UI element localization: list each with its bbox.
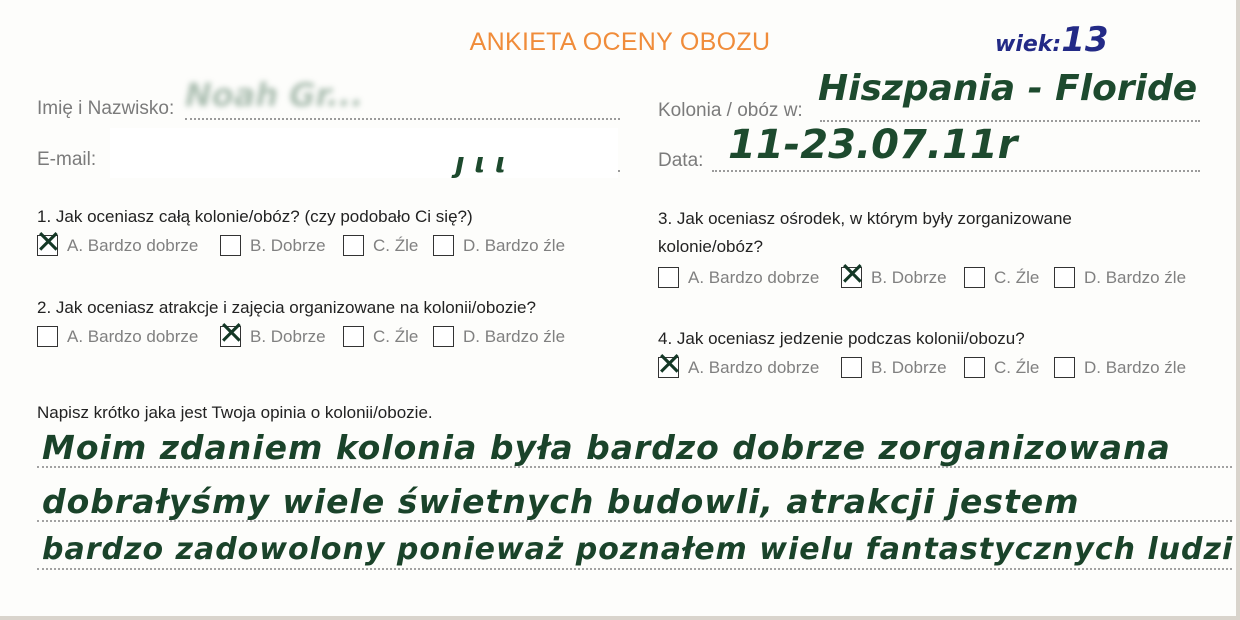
q4-option-b[interactable]: B. Dobrze: [841, 357, 947, 378]
name-line: [185, 118, 620, 120]
checkbox-checked[interactable]: [841, 267, 862, 288]
checkbox[interactable]: [220, 235, 241, 256]
date-value: 11-23.07.11r: [728, 122, 1018, 168]
age-value: 13: [1061, 20, 1109, 60]
age-label: wiek:: [995, 32, 1062, 57]
checkbox[interactable]: [964, 357, 985, 378]
checkbox[interactable]: [964, 267, 985, 288]
q1-option-c[interactable]: C. Źle: [343, 235, 418, 256]
q1-option-b[interactable]: B. Dobrze: [220, 235, 326, 256]
q4-option-c[interactable]: C. Źle: [964, 357, 1039, 378]
q3-option-b[interactable]: ✕ B. Dobrze: [841, 267, 947, 288]
checkbox[interactable]: [433, 235, 454, 256]
checkbox[interactable]: [343, 235, 364, 256]
q2-option-d[interactable]: D. Bardzo źle: [433, 326, 565, 347]
q1-option-d[interactable]: D. Bardzo źle: [433, 235, 565, 256]
email-label: E-mail:: [37, 149, 97, 170]
camp-label: Kolonia / obóz w:: [658, 100, 803, 121]
q3-option-d[interactable]: D. Bardzo źle: [1054, 267, 1186, 288]
opinion-line-3: [37, 568, 1232, 570]
q2-option-b[interactable]: ✕ B. Dobrze: [220, 326, 326, 347]
date-line: [712, 170, 1200, 172]
q2-option-c[interactable]: C. Źle: [343, 326, 418, 347]
checkbox[interactable]: [433, 326, 454, 347]
age-handwritten: [995, 20, 1109, 60]
opinion-text-line-3: bardzo zadowolony ponieważ poznałem wielu fantastycznych ludzi: [42, 532, 1234, 567]
question-3-line-2: kolonie/obóz?: [658, 237, 763, 256]
q4-option-a[interactable]: ✕ A. Bardzo dobrze: [658, 357, 819, 378]
date-label: Data:: [658, 150, 704, 171]
opinion-text-line-2: dobrałyśmy wiele świetnych budowli, atrakcji jestem: [42, 482, 1080, 521]
email-ink-remnant: ȷ ι ι: [455, 146, 506, 179]
opinion-text-line-1: Moim zdaniem kolonia była bardzo dobrze zorganizowana: [42, 428, 1171, 467]
question-2: 2. Jak oceniasz atrakcje i zajęcia organizowane na kolonii/obozie?: [37, 298, 536, 317]
checkbox[interactable]: [343, 326, 364, 347]
checkbox-checked[interactable]: [37, 235, 58, 256]
checkbox[interactable]: [841, 357, 862, 378]
checkbox[interactable]: [658, 267, 679, 288]
checkbox-checked[interactable]: [220, 326, 241, 347]
form-title: ANKIETA OCENY OBOZU: [469, 28, 771, 56]
q3-option-a[interactable]: A. Bardzo dobrze: [658, 267, 819, 288]
question-1: 1. Jak oceniasz całą kolonie/obóz? (czy podobało Ci się?): [37, 207, 473, 226]
q1-option-a[interactable]: ✕ A. Bardzo dobrze: [37, 235, 198, 256]
q2-option-a[interactable]: A. Bardzo dobrze: [37, 326, 198, 347]
checkbox-checked[interactable]: [658, 357, 679, 378]
checkbox[interactable]: [1054, 267, 1075, 288]
camp-value: Hiszpania - Floride: [818, 68, 1198, 109]
q3-option-c[interactable]: C. Źle: [964, 267, 1039, 288]
question-4: 4. Jak oceniasz jedzenie podczas kolonii/obozu?: [658, 329, 1025, 348]
checkbox[interactable]: [1054, 357, 1075, 378]
email-redaction: [110, 128, 618, 178]
checkbox[interactable]: [37, 326, 58, 347]
question-3-line-1: 3. Jak oceniasz ośrodek, w którym były zorganizowane: [658, 209, 1072, 228]
opinion-label: Napisz krótko jaka jest Twoja opinia o kolonii/obozie.: [37, 403, 433, 422]
name-label: Imię i Nazwisko:: [37, 98, 175, 119]
q4-option-d[interactable]: D. Bardzo źle: [1054, 357, 1186, 378]
name-value-blurred: Noah Gr...: [185, 76, 364, 114]
